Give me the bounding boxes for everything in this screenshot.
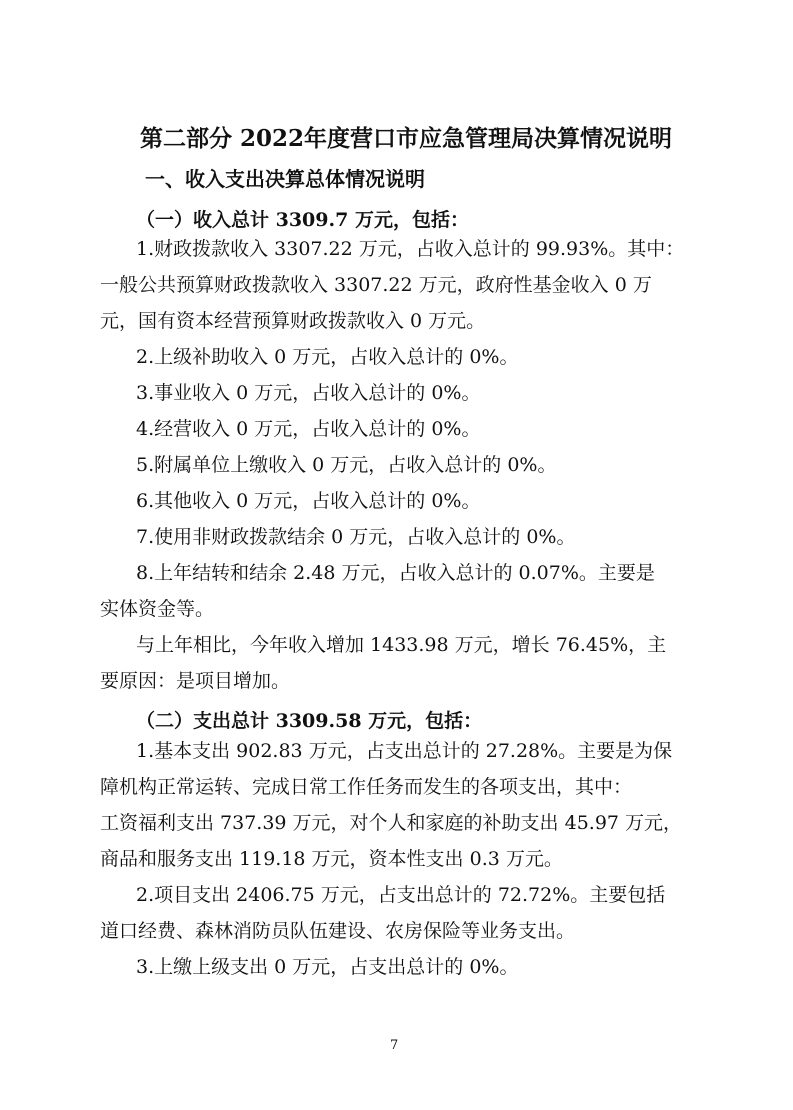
text-line: 工资福利支出 737.39 万元，对个人和家庭的补助支出 45.97 万元， [100,812,683,834]
text-line: 7.使用非财政拨款结余 0 万元，占收入总计的 0%。 [136,526,576,548]
text-line: 3.事业收入 0 万元，占收入总计的 0%。 [136,382,481,404]
text-line: 8.上年结转和结余 2.48 万元，占收入总计的 0.07%。主要是 [136,562,655,584]
text-line: 4.经营收入 0 万元，占收入总计的 0%。 [136,418,481,440]
text-line: 商品和服务支出 119.18 万元，资本性支出 0.3 万元。 [100,848,563,870]
text-line: 1.财政拨款收入 3307.22 万元，占收入总计的 99.93%。其中： [136,238,685,260]
page-number: 7 [390,1038,399,1053]
expense-heading: （二）支出总计 3309.58 万元，包括： [136,710,483,732]
text-line: 道口经费、森林消防员队伍建设、农房保险等业务支出。 [100,920,576,942]
section-heading: 一、收入支出决算总体情况说明 [145,167,425,191]
text-line: 2.项目支出 2406.75 万元，占支出总计的 72.72%。主要包括 [136,884,666,906]
text-line: 与上年相比，今年收入增加 1433.98 万元，增长 76.45%，主 [136,634,667,656]
income-heading: （一）收入总计 3309.7 万元，包括： [136,209,469,231]
text-line: 实体资金等。 [100,598,215,620]
text-line: 元，国有资本经营预算财政拨款收入 0 万元。 [100,310,486,332]
text-line: 6.其他收入 0 万元，占收入总计的 0%。 [136,490,481,512]
text-line: 2.上级补助收入 0 万元，占收入总计的 0%。 [136,346,519,368]
text-line: 1.基本支出 902.83 万元，占支出总计的 27.28%。主要是为保 [136,740,673,762]
text-line: 障机构正常运转、完成日常工作任务而发生的各项支出，其中： [100,776,633,798]
text-line: 一般公共预算财政拨款收入 3307.22 万元，政府性基金收入 0 万 [100,274,652,296]
text-line: 5.附属单位上缴收入 0 万元，占收入总计的 0%。 [136,454,557,476]
text-line: 3.上缴上级支出 0 万元，占支出总计的 0%。 [136,956,519,978]
page-title: 第二部分 2022年度营口市应急管理局决算情况说明 [140,125,673,152]
text-line: 要原因：是项目增加。 [100,670,291,692]
